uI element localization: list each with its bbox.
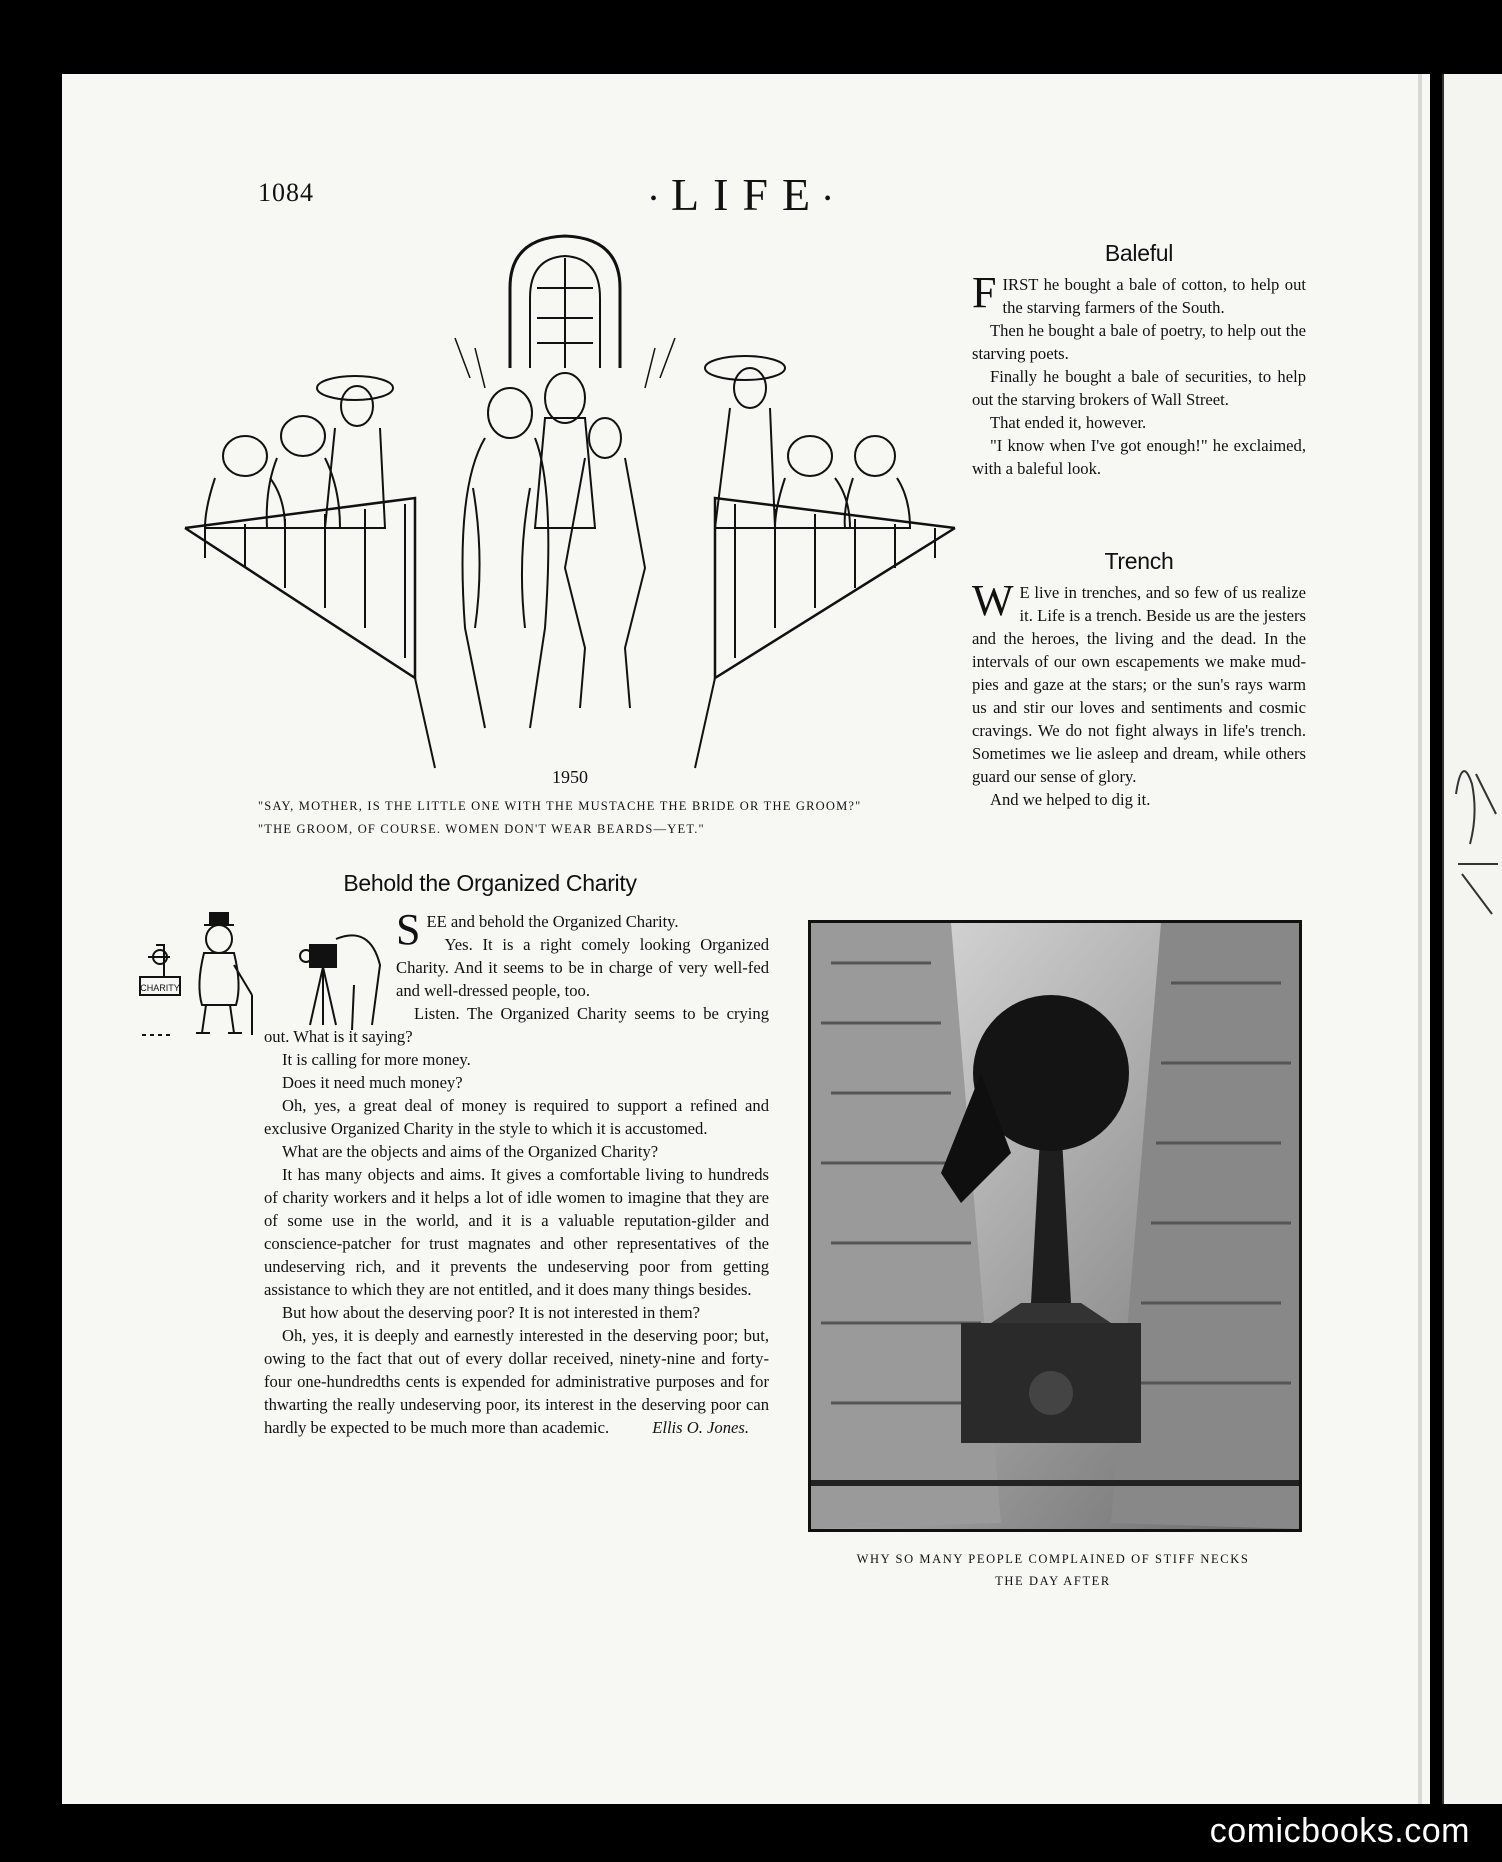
site-watermark: comicbooks.com — [1209, 1812, 1470, 1850]
trench-dropcap: W — [972, 576, 1014, 625]
magazine-title: LIFE — [671, 169, 825, 220]
adjacent-page-edge — [1442, 74, 1502, 1804]
adjacent-page-sketch — [1452, 714, 1500, 974]
charity-paragraph: It has many objects and aims. It gives a comfortable living to hundreds of charity workers and it helps a lot of idle women to imagine that they are of some use in the world, and it is a valuable reputation-gilder and conscience-patcher for trust magnates and other representatives of the undeserving rich, and it prevents the undeserving poor from getting assistance to which they are not entitled, and it does many things besides. — [264, 1165, 769, 1299]
charity-opening — [396, 905, 769, 1002]
baleful-paragraph: Finally he bought a bale of securities, to help out the starving brokers of Wall Street. — [972, 367, 1306, 409]
charity-paragraph: But how about the deserving poor? It is not interested in them? — [282, 1303, 700, 1322]
baleful-paragraph: IRST he bought a bale of cotton, to help out the starving farmers of the South. — [1002, 275, 1306, 317]
wedding-cartoon — [185, 228, 955, 787]
trench-article — [972, 550, 1306, 811]
charity-article — [264, 905, 769, 1439]
charity-paragraph: Does it need much money? — [282, 1073, 463, 1092]
charity-dropcap: S — [396, 905, 421, 954]
charity-paragraph — [264, 1324, 769, 1439]
wedding-caption-line2: "THE GROOM, OF COURSE. WOMEN DON'T WEAR BEARDS—YET." — [258, 822, 705, 836]
baleful-paragraph: Then he bought a bale of poetry, to help out the starving poets. — [972, 321, 1306, 363]
masthead — [650, 168, 845, 221]
charity-paragraph: Listen. The Organized Charity seems to be crying out. What is it saying? — [264, 1004, 769, 1046]
masthead-dot-right: • — [824, 187, 846, 210]
trench-title: Trench — [1104, 548, 1174, 574]
page-fold — [1418, 74, 1422, 1804]
charity-paragraph: What are the objects and aims of the Organized Charity? — [282, 1142, 659, 1161]
cartoon-year: 1950 — [552, 767, 588, 787]
trench-paragraph: And we helped to dig it. — [990, 790, 1151, 809]
skyscraper-caption-line1: WHY SO MANY PEOPLE COMPLAINED OF STIFF NECKS — [856, 1552, 1250, 1566]
baleful-paragraph: That ended it, however. — [990, 413, 1147, 432]
trench-paragraph: E live in trenches, and so few of us realize it. Life is a trench. Beside us are the jesters and the heroes, the living and the dead. In the intervals of our own escapements we make mud-pies and gaze at the stars; or the sun's rays warm us and stir our loves and sentiments and cosmic cravings. We do not fight always in life's trench. Sometimes we lie asleep and dream, while others guard our sense of glory. — [972, 583, 1306, 786]
charity-title: Behold the Organized Charity — [343, 870, 637, 896]
baleful-article — [972, 242, 1306, 480]
skyscraper-caption — [808, 1548, 1298, 1592]
charity-title-block — [300, 872, 680, 903]
charity-paragraph-text: Oh, yes, it is deeply and earnestly interested in the deserving poor; but, owing to the fact that out of every dollar received, ninety-nine and forty-four one-hundredths cents is expended for administrative purposes and for thwarting the really undeserving poor, its interest in the deserving poor can hardly be expected to be much more than academic. — [264, 1326, 769, 1437]
page-number: 1084 — [258, 178, 314, 207]
baleful-title: Baleful — [1104, 240, 1174, 266]
baleful-dropcap: F — [972, 268, 997, 317]
charity-sign-label: CHARITY — [140, 983, 180, 993]
skyscraper-drawing — [811, 923, 1299, 1529]
charity-paragraph: It is calling for more money. — [282, 1050, 471, 1069]
wedding-caption-line1: "SAY, MOTHER, IS THE LITTLE ONE WITH THE MUSTACHE THE BRIDE OR THE GROOM?" — [258, 799, 862, 813]
charity-paragraph: Yes. It is a right comely looking Organized Charity. And it seems to be in charge of very well-fed and well-dressed people, too. — [396, 935, 769, 1000]
charity-paragraph: EE and behold the Organized Charity. — [426, 912, 679, 931]
skyscraper-illustration — [808, 920, 1302, 1532]
masthead-dot-left: • — [650, 187, 672, 210]
skyscraper-caption-line2: THE DAY AFTER — [995, 1574, 1111, 1588]
byline: Ellis O. Jones. — [652, 1418, 749, 1437]
baleful-paragraph: "I know when I've got enough!" he exclaimed, with a baleful look. — [972, 436, 1306, 478]
charity-paragraph: Oh, yes, a great deal of money is required to support a refined and exclusive Organized Charity in the style to which it is accustomed. — [264, 1096, 769, 1138]
